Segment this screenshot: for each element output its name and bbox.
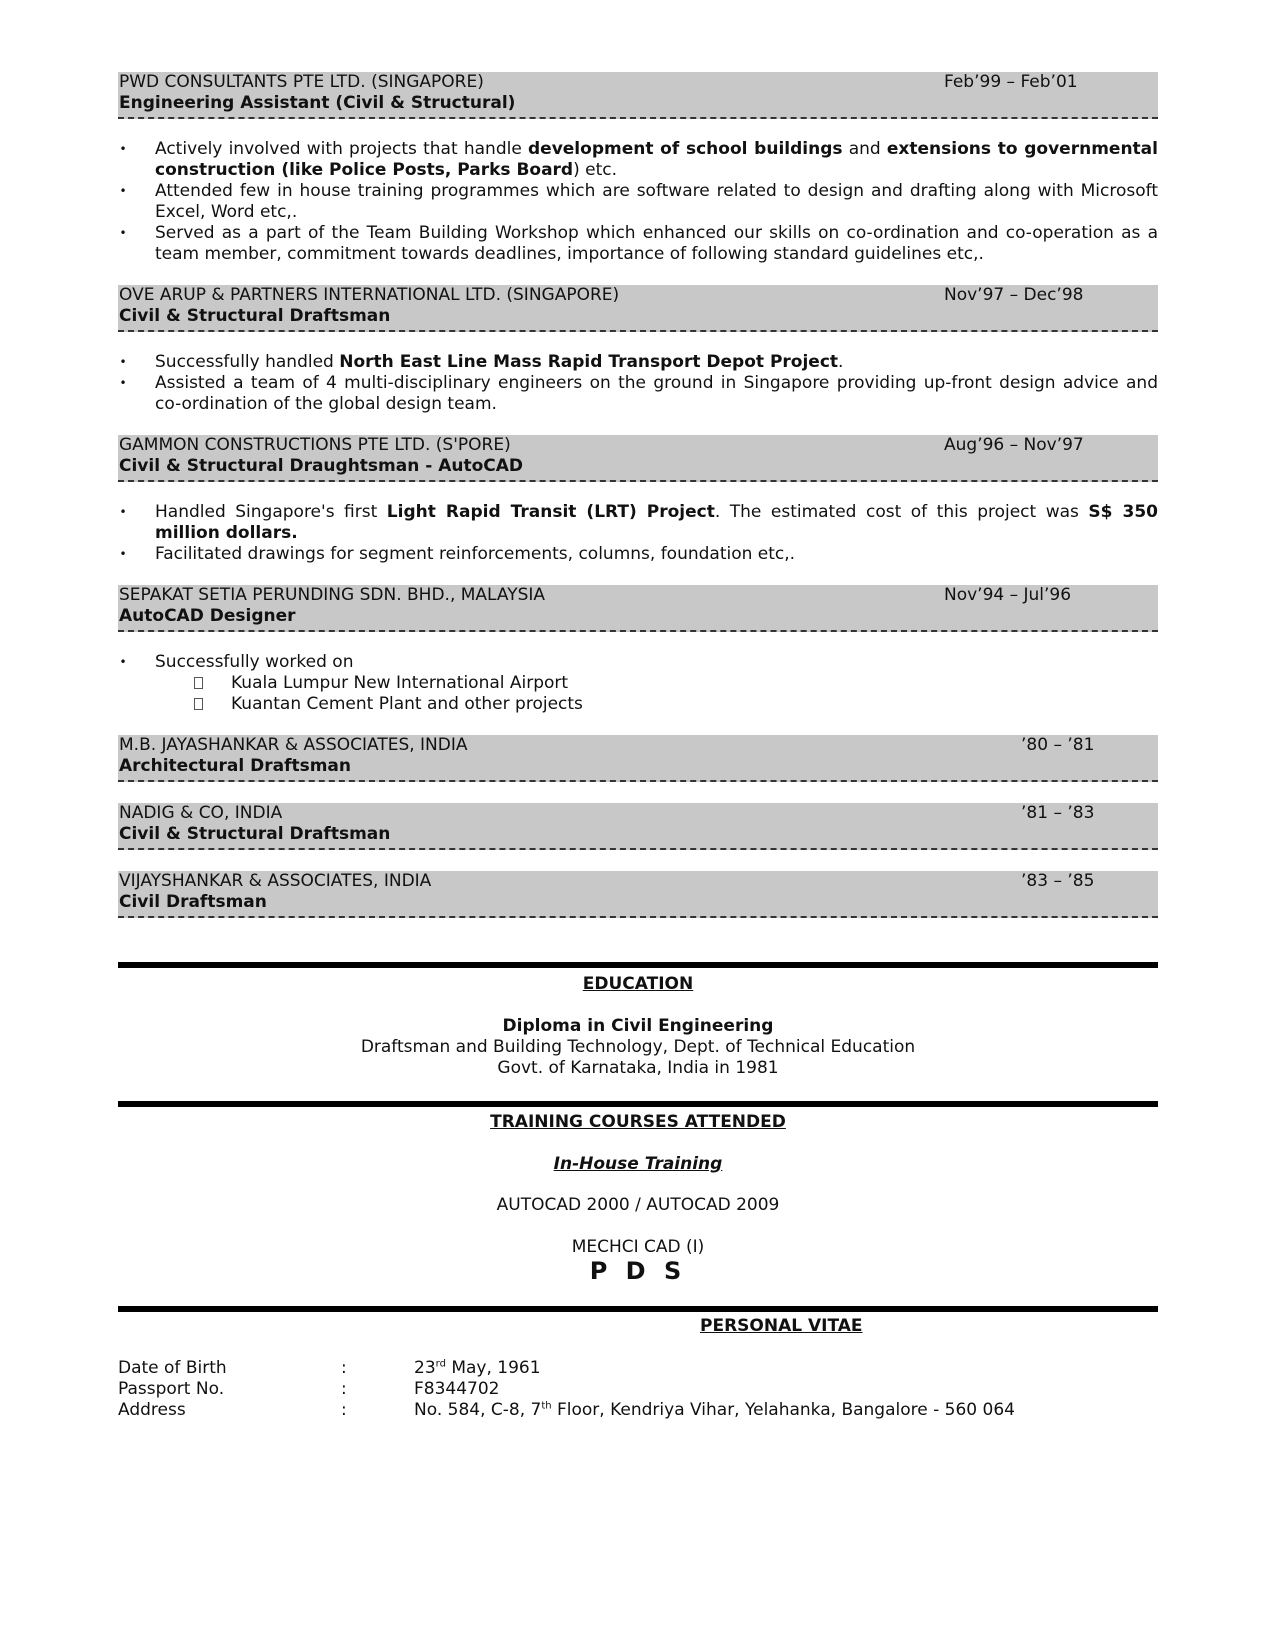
list-item: • Successfully handled North East Line Mass Rapid Transport Depot Project. bbox=[119, 352, 844, 372]
resume-page bbox=[118, 72, 1158, 1421]
job-bullets-arup bbox=[118, 352, 1158, 415]
job-company: GAMMON CONSTRUCTIONS PTE LTD. (S'PORE) bbox=[119, 435, 511, 455]
list-item: • Handled Singapore's first Light Rapid Transit (LRT) Project. The estimated cost of this project was S$ 350 million dollars. bbox=[119, 502, 1158, 543]
list-item: • Attended few in house training programmes which are software related to design and drafting along with Microsoft Excel, Word etc,. bbox=[119, 181, 1158, 222]
bullet-icon: • bbox=[119, 376, 127, 390]
vitae-separator: : bbox=[341, 1400, 347, 1420]
bullet-icon: • bbox=[119, 547, 127, 561]
job-bullets-pwd bbox=[118, 139, 1158, 265]
list-item: • Assisted a team of 4 multi-disciplinary engineers on the ground in Singapore providing up-front design advice and co-ordination of the global design team. bbox=[119, 373, 1158, 414]
list-item: • Actively involved with projects that handle development of school buildings and extensions to governmental construction (like Police Posts, Parks Board) etc. bbox=[119, 139, 1158, 180]
vitae-row-passport bbox=[118, 1379, 1158, 1400]
job-header-vijayshankar bbox=[118, 871, 1158, 918]
job-company: VIJAYSHANKAR & ASSOCIATES, INDIA bbox=[119, 871, 432, 891]
job-header-pwd bbox=[118, 72, 1158, 119]
list-item: • Facilitated drawings for segment reinforcements, columns, foundation etc,. bbox=[119, 544, 796, 564]
training-course: MECHCI CAD (I) bbox=[571, 1237, 705, 1257]
job-period: Nov’97 – Dec’98 bbox=[944, 285, 1084, 305]
job-company: M.B. JAYASHANKAR & ASSOCIATES, INDIA bbox=[119, 735, 468, 755]
vitae-value: 23rd May, 1961 bbox=[414, 1358, 541, 1378]
checkbox-glyph-icon bbox=[194, 698, 203, 710]
bullet-icon: • bbox=[119, 184, 127, 198]
education-heading: EDUCATION bbox=[582, 974, 694, 994]
vitae-separator: : bbox=[341, 1379, 347, 1399]
job-bullets-sepakat bbox=[118, 652, 1158, 673]
vitae-label: Address bbox=[118, 1400, 186, 1420]
bullet-icon: • bbox=[119, 226, 127, 240]
bullet-icon: • bbox=[119, 142, 127, 156]
job-bullets-gammon bbox=[118, 502, 1158, 565]
job-period: Feb’99 – Feb’01 bbox=[944, 72, 1078, 92]
job-title: Civil & Structural Draftsman bbox=[119, 306, 391, 326]
training-heading: TRAINING COURSES ATTENDED bbox=[490, 1112, 786, 1132]
job-header-arup bbox=[118, 285, 1158, 332]
vitae-label: Date of Birth bbox=[118, 1358, 227, 1378]
vitae-value: F8344702 bbox=[414, 1379, 500, 1399]
job-company: SEPAKAT SETIA PERUNDING SDN. BHD., MALAYSIA bbox=[119, 585, 546, 605]
list-item: • Served as a part of the Team Building Workshop which enhanced our skills on co-ordination and co-operation as a team member, commitment towards deadlines, importance of following standard guidelines etc,. bbox=[119, 223, 1158, 264]
job-company: PWD CONSULTANTS PTE LTD. (SINGAPORE) bbox=[119, 72, 484, 92]
job-title: Engineering Assistant (Civil & Structural) bbox=[119, 93, 516, 113]
job-title: Civil & Structural Draughtsman - AutoCAD bbox=[119, 456, 524, 476]
training-course: AUTOCAD 2000 / AUTOCAD 2009 bbox=[496, 1195, 780, 1215]
bullet-icon: • bbox=[119, 505, 127, 519]
job-header-gammon bbox=[118, 435, 1158, 482]
list-item: Kuala Lumpur New International Airport bbox=[118, 673, 1158, 694]
job-title: Civil & Structural Draftsman bbox=[119, 824, 391, 844]
vitae-value: No. 584, C-8, 7th Floor, Kendriya Vihar, Yelahanka, Bangalore - 560 064 bbox=[414, 1400, 1015, 1420]
list-item: • Successfully worked on bbox=[119, 652, 354, 672]
vitae-row-dob bbox=[118, 1358, 1158, 1379]
job-title: Architectural Draftsman bbox=[119, 756, 352, 776]
job-company: NADIG & CO, INDIA bbox=[119, 803, 283, 823]
vitae-separator: : bbox=[341, 1358, 347, 1378]
training-subheading: In-House Training bbox=[553, 1154, 723, 1174]
job-company: OVE ARUP & PARTNERS INTERNATIONAL LTD. (SINGAPORE) bbox=[119, 285, 620, 305]
job-header-sepakat bbox=[118, 585, 1158, 632]
bullet-icon: • bbox=[119, 355, 127, 369]
job-header-nadig bbox=[118, 803, 1158, 850]
sub-bullets-sepakat bbox=[118, 673, 1158, 715]
bullet-icon: • bbox=[119, 655, 127, 669]
job-period: ’81 – ’83 bbox=[1021, 803, 1095, 823]
vitae-heading: PERSONAL VITAE bbox=[700, 1316, 863, 1336]
job-period: Nov’94 – Jul’96 bbox=[944, 585, 1072, 605]
list-item: Kuantan Cement Plant and other projects bbox=[118, 694, 1158, 715]
job-header-mb-jayashankar bbox=[118, 735, 1158, 782]
vitae-row-address bbox=[118, 1400, 1158, 1421]
education-line: Draftsman and Building Technology, Dept. of Technical Education bbox=[360, 1037, 916, 1057]
job-period: ’80 – ’81 bbox=[1021, 735, 1095, 755]
job-title: AutoCAD Designer bbox=[119, 606, 296, 626]
job-period: Aug’96 – Nov’97 bbox=[944, 435, 1084, 455]
vitae-label: Passport No. bbox=[118, 1379, 225, 1399]
education-line: Govt. of Karnataka, India in 1981 bbox=[497, 1058, 779, 1078]
checkbox-glyph-icon bbox=[194, 677, 203, 689]
job-period: ’83 – ’85 bbox=[1021, 871, 1095, 891]
education-degree: Diploma in Civil Engineering bbox=[502, 1016, 774, 1036]
training-course: P D S bbox=[589, 1257, 687, 1285]
job-title: Civil Draftsman bbox=[119, 892, 267, 912]
